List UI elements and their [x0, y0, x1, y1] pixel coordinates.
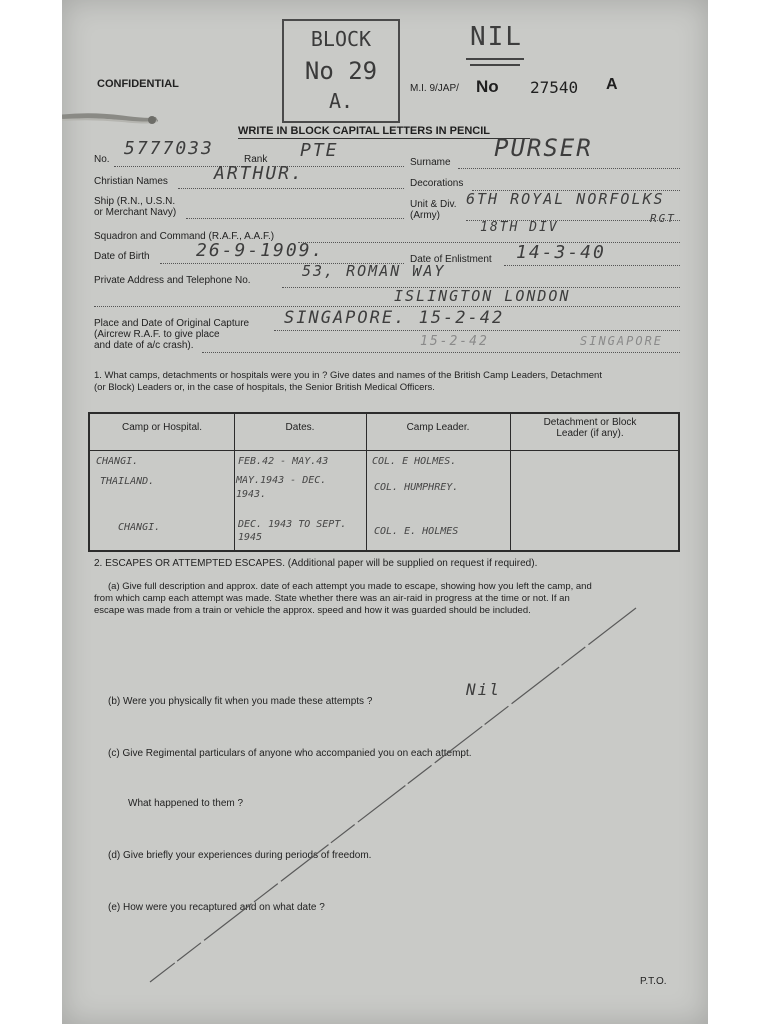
number-label: No — [476, 77, 499, 96]
address-label: Private Address and Telephone No. — [94, 275, 251, 286]
capture-label-3: and date of a/c crash). — [94, 340, 194, 351]
decorations-label: Decorations — [410, 178, 464, 189]
surname-value: PURSER — [494, 134, 593, 162]
row2-dates: MAY.1943 - DEC. 1943. — [236, 475, 327, 500]
section2-c: (c) Give Regimental particulars of anyone who accompanied you on each attempt. — [108, 748, 472, 759]
section2-title: 2. ESCAPES OR ATTEMPTED ESCAPES. (Additional paper will be supplied on request if required). — [94, 558, 538, 569]
ref-code: M.I. 9/JAP/ — [410, 83, 459, 94]
address-value-2: ISLINGTON LONDON — [394, 287, 571, 305]
header-detachment: Detachment or Block Leader (if any). — [543, 417, 637, 439]
unit-value-1: 6TH ROYAL NORFOLKS — [466, 190, 665, 208]
row1-leader: COL. E HOLMES. — [372, 456, 457, 467]
unit-label-2: (Army) — [410, 210, 440, 221]
row2-camp: THAILAND. — [100, 476, 155, 487]
nil-handwritten: Nil — [466, 680, 501, 699]
capture-value-2: 15-2-42 — [420, 334, 489, 349]
header-camp: Camp or Hospital. — [121, 422, 203, 433]
christian-value: ARTHUR. — [214, 163, 304, 184]
row1-dates: FEB.42 - MAY.43 — [238, 456, 329, 467]
stamp-line-1: BLOCK — [310, 27, 372, 51]
unit-value-3: 18TH DIV — [480, 220, 559, 235]
no-label: No. — [94, 154, 110, 165]
capture-label-2: (Aircrew R.A.F. to give place — [94, 329, 220, 340]
form-number: 27540 — [530, 78, 579, 97]
ship-label-1: Ship (R.N., U.S.N. — [94, 196, 176, 207]
section2-a-line1: (a) Give full description and approx. date of each attempt you made to escape, showing how you left the camp, and — [108, 581, 592, 592]
pto-label: P.T.O. — [640, 976, 667, 987]
section2-a-line2: from which camp each attempt was made. State whether there was an air-raid in progress at the time or not. If an — [94, 593, 570, 604]
row3-dates: DEC. 1943 TO SEPT. 1945 — [238, 519, 347, 543]
christian-label: Christian Names — [94, 176, 168, 187]
capture-value-3: SINGAPORE — [580, 334, 664, 348]
row3-leader: COL. E. HOLMES — [374, 526, 459, 537]
enlistment-value: 14-3-40 — [516, 242, 606, 263]
stamp-line-3: A. — [328, 89, 354, 113]
section1-question-line2: (or Block) Leaders or, in the case of hospitals, the Senior British Medical Officers. — [94, 382, 435, 393]
capture-label-1: Place and Date of Original Capture — [94, 318, 250, 329]
instruction-heading: WRITE IN BLOCK CAPITAL LETTERS IN PENCIL — [238, 125, 490, 137]
nil-stamp: NIL — [470, 22, 523, 52]
section2-a-line3: escape was made from a train or vehicle the approx. speed and how it was guarded should be included. — [94, 605, 531, 616]
dob-value: 26-9-1909. — [196, 240, 325, 261]
confidential-label: CONFIDENTIAL — [97, 78, 179, 90]
row3-camp: CHANGI. — [118, 522, 161, 533]
section2-e: (e) How were you recaptured and on what date ? — [108, 902, 325, 913]
unit-label-1: Unit & Div. — [410, 199, 457, 210]
stamp-line-2: No 29 — [304, 57, 378, 85]
header-leader: Camp Leader. — [406, 422, 470, 433]
section2-c2: What happened to them ? — [128, 798, 244, 809]
section2-d: (d) Give briefly your experiences during periods of freedom. — [108, 850, 372, 861]
form-letter: A — [606, 76, 618, 93]
surname-label: Surname — [410, 157, 451, 168]
ship-label-2: or Merchant Navy) — [94, 207, 177, 218]
dob-label: Date of Birth — [94, 251, 150, 262]
rank-value: PTE — [300, 140, 339, 161]
capture-value-1: SINGAPORE. 15-2-42 — [284, 308, 505, 328]
address-value-1: 53, ROMAN WAY — [302, 262, 446, 280]
rank-label: Rank — [244, 154, 268, 165]
section2-b: (b) Were you physically fit when you made these attempts ? — [108, 696, 373, 707]
enlistment-label: Date of Enlistment — [410, 254, 492, 265]
row2-leader-visible: COL. HUMPHREY. — [374, 482, 459, 493]
row1-camp: CHANGI. — [96, 456, 139, 467]
unit-value-2: RGT — [650, 212, 676, 225]
squadron-label: Squadron and Command (R.A.F., A.A.F.) — [94, 231, 275, 242]
section1-question-line1: 1. What camps, detachments or hospitals were you in ? Give dates and names of the British Camp Leaders, Detachment — [94, 370, 602, 381]
header-dates: Dates. — [285, 422, 315, 433]
service-number: 5777033 — [124, 138, 214, 159]
